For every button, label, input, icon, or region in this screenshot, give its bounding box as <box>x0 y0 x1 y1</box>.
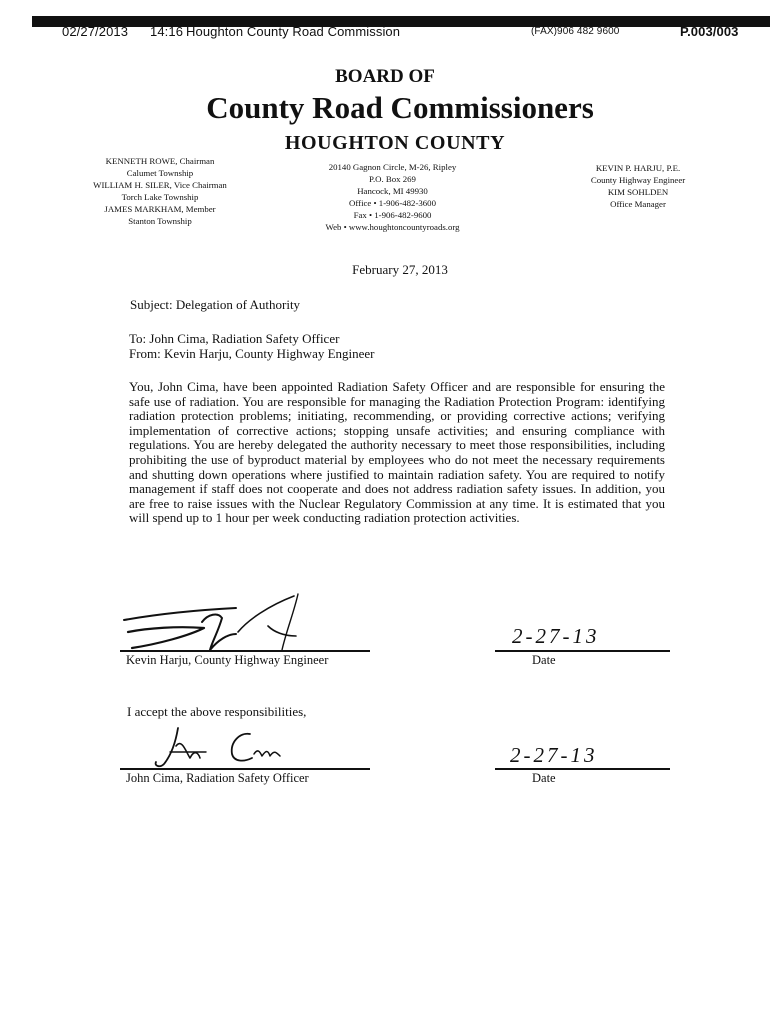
letterhead-county: HOUGHTON COUNTY <box>284 132 506 154</box>
signature-line-officer <box>120 768 370 770</box>
address-line: 20140 Gagnon Circle, M-26, Ripley <box>328 162 457 172</box>
fax-sender: Houghton County Road Commission <box>186 24 401 39</box>
letter-date: February 27, 2013 <box>352 262 448 277</box>
fax-header-bar <box>32 16 770 27</box>
commissioner-line: KENNETH ROWE, Chairman <box>105 156 215 166</box>
signature-line-engineer <box>120 650 370 652</box>
officer-date-handwritten: 2-27-13 <box>510 743 598 767</box>
commissioner-line: JAMES MARKHAM, Member <box>104 204 216 214</box>
commissioner-line: Calumet Township <box>126 168 194 178</box>
letter-subject: Subject: Delegation of Authority <box>130 297 301 312</box>
engineer-signature <box>118 592 318 662</box>
letter-to: To: John Cima, Radiation Safety Officer <box>129 331 340 346</box>
engineer-name-label: Kevin Harju, County Highway Engineer <box>126 653 329 667</box>
address-line: Fax • 1-906-482-9600 <box>353 210 432 220</box>
commissioner-line: Torch Lake Township <box>121 192 199 202</box>
engineer-date-handwritten: 2-27-13 <box>512 624 600 648</box>
letterhead-title: County Road Commissioners <box>206 90 594 125</box>
staff-list <box>568 162 708 210</box>
fax-number: (FAX)906 482 9600 <box>531 26 620 37</box>
date-line-engineer <box>495 650 670 652</box>
letterhead-board-of: BOARD OF <box>335 66 435 87</box>
address-line: Office • 1-906-482-3600 <box>349 198 436 208</box>
officer-name-label: John Cima, Radiation Safety Officer <box>126 771 309 785</box>
letter-body: You, John Cima, have been appointed Radiation Safety Officer and are responsible for ensuring the safe use of radiation. You are responsible for managing the Radiation Protection Program: identifying radiation protection problems; initiating, recommending, or providing corrective actions; verifying implementation of corrective actions; stopping unsafe activities; and ensuring compliance with regulations. You are hereby delegated the authority necessary to meet those responsibilities, including prohibiting the use of byproduct material by employees who do not meet the necessary requirements and shutting down operations where justified to maintain radiation safety. You are required to notify management if staff does not cooperate and does not address radiation safety issues. In addition, you are free to raise issues with the Nuclear Regulatory Commission at any time. It is estimated that you will spend up to 1 hour per week conducting radiation protection activities. <box>129 379 665 526</box>
office-address <box>300 161 485 233</box>
fax-date: 02/27/2013 <box>62 24 129 39</box>
address-line: P.O. Box 269 <box>369 174 416 184</box>
address-line: Hancock, MI 49930 <box>357 186 428 196</box>
fax-time: 14:16 <box>150 24 184 39</box>
officer-signature <box>150 722 290 772</box>
commissioner-line: Stanton Township <box>128 216 192 226</box>
engineer-date-label: Date <box>532 653 556 667</box>
date-line-officer <box>495 768 670 770</box>
address-line: Web • www.houghtoncountyroads.org <box>325 222 460 232</box>
staff-line: Office Manager <box>610 199 666 209</box>
commissioners-list <box>78 155 242 227</box>
staff-line: KEVIN P. HARJU, P.E. <box>595 163 681 173</box>
staff-line: County Highway Engineer <box>590 175 686 185</box>
officer-date-label: Date <box>532 771 556 785</box>
commissioner-line: WILLIAM H. SILER, Vice Chairman <box>93 180 227 190</box>
fax-page-number: P.003/003 <box>680 24 739 39</box>
acceptance-statement: I accept the above responsibilities, <box>127 704 307 719</box>
staff-line: KIM SOHLDEN <box>607 187 669 197</box>
letter-from: From: Kevin Harju, County Highway Engineer <box>129 346 375 361</box>
